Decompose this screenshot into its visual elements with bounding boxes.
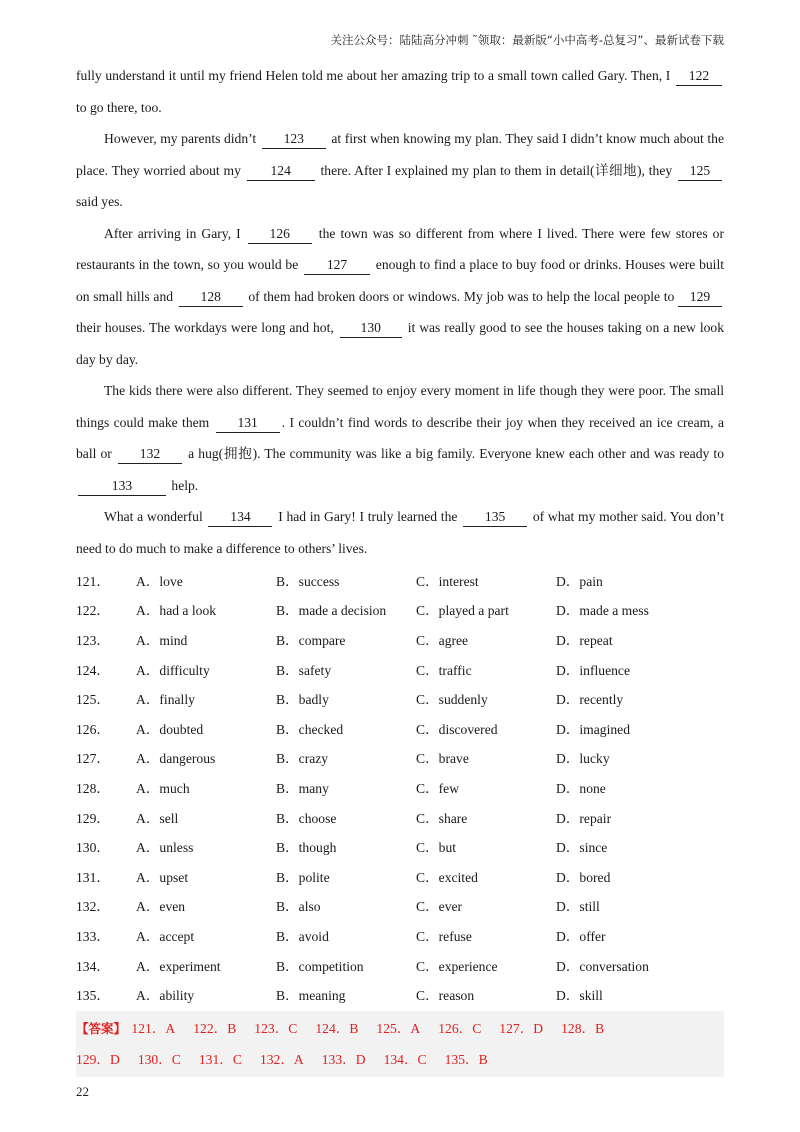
option-d: D．still (556, 899, 600, 915)
answer-line-2 (76, 1044, 724, 1075)
question-row (76, 595, 724, 625)
answer-item: 130．C (137, 1051, 181, 1067)
passage-paragraph-4 (76, 375, 724, 501)
blank-133: 133 (78, 477, 166, 496)
passage-text: What a wonderful (104, 509, 203, 524)
option-b: B．avoid (276, 928, 329, 944)
answer-item: 121．A (131, 1020, 176, 1036)
option-c: C．interest (416, 573, 479, 589)
passage-paragraph-5 (76, 501, 724, 564)
blank-127: 127 (304, 256, 370, 275)
passage-text: I had in Gary! I truly learned the (278, 509, 458, 524)
option-c: C．agree (416, 632, 469, 648)
option-b: B．competition (276, 958, 364, 974)
passage-text: help. (171, 477, 199, 493)
option-d: D．none (556, 780, 606, 796)
passage-text: of them had broken doors or windows. My job was to help the local people to (248, 288, 675, 304)
option-d: D．repeat (556, 632, 613, 648)
option-d: D．since (556, 840, 608, 856)
option-a: A．dangerous (136, 751, 216, 767)
passage-text: fully understand it until my friend Helen told me about her amazing trip to a small town called Gary. Then, I (76, 68, 671, 83)
question-number: 131． (76, 869, 110, 885)
option-a: A．doubted (136, 721, 204, 737)
question-number: 122． (76, 603, 110, 619)
question-row (76, 565, 724, 595)
blank-131: 131 (216, 414, 280, 433)
option-c: C．experience (416, 958, 498, 974)
answer-item: 124．B (315, 1020, 359, 1036)
blank-125: 125 (678, 162, 722, 181)
question-list (76, 565, 724, 1009)
blank-122: 122 (676, 67, 722, 86)
answer-item: 132．A (259, 1051, 304, 1067)
option-b: B．meaning (276, 988, 346, 1004)
question-number: 134． (76, 958, 110, 974)
option-c: C．refuse (416, 928, 472, 944)
passage-paragraph-3 (76, 218, 724, 376)
question-row (76, 624, 724, 654)
option-c: C．suddenly (416, 692, 488, 708)
option-d: D．recently (556, 692, 624, 708)
answer-item: 127．D (499, 1020, 544, 1036)
blank-123: 123 (262, 130, 326, 149)
answer-item: 129．D (76, 1051, 120, 1067)
passage-text: After arriving in Gary, I (104, 225, 241, 241)
option-c: C．but (416, 840, 457, 856)
option-c: C．share (416, 810, 468, 826)
question-number: 135． (76, 988, 110, 1004)
passage-text: the town was so different from where I lived. There were few stores or restaurants in the town, so you would be (76, 225, 724, 272)
question-row (76, 802, 724, 832)
option-b: B．checked (276, 721, 344, 737)
passage-text: enough to find a place to buy food or drinks. Houses were built on small hills and (76, 257, 725, 304)
answer-item: 125．A (376, 1020, 421, 1036)
passage-text: . I couldn’t find words to describe their joy when they received an ice cream, a ball or (76, 414, 725, 461)
option-d: D．offer (556, 928, 606, 944)
option-d: D．conversation (556, 958, 649, 974)
blank-126: 126 (248, 225, 312, 244)
option-d: D．influence (556, 662, 630, 678)
option-b: B．choose (276, 810, 337, 826)
option-a: A．had a look (136, 603, 217, 619)
question-number: 129． (76, 810, 110, 826)
option-a: A．much (136, 780, 190, 796)
answer-item: 134．C (383, 1051, 427, 1067)
page-number: 22 (76, 1084, 89, 1099)
option-a: A．unless (136, 840, 194, 856)
passage-text: their houses. The workdays were long and hot, (76, 320, 334, 335)
option-b: B．though (276, 840, 337, 856)
question-row (76, 713, 724, 743)
question-number: 124． (76, 662, 110, 678)
question-number: 123． (76, 632, 110, 648)
option-a: A．experiment (136, 958, 221, 974)
option-d: D．lucky (556, 751, 610, 767)
passage-text: there. After I explained my plan to them in detail(详细地), they (320, 162, 673, 178)
option-a: A．sell (136, 810, 179, 826)
question-row (76, 979, 724, 1009)
document-body (76, 60, 724, 1077)
option-a: A．ability (136, 988, 195, 1004)
blank-128: 128 (179, 288, 243, 307)
option-c: C．excited (416, 869, 478, 885)
option-d: D．repair (556, 810, 612, 826)
question-row (76, 920, 724, 950)
answer-item: 128．B (561, 1020, 605, 1036)
option-b: B．also (276, 899, 321, 915)
option-a: A．even (136, 899, 186, 915)
option-b: B．polite (276, 869, 330, 885)
option-b: B．safety (276, 662, 332, 678)
option-b: B．success (276, 573, 340, 589)
passage-text: it was really good to see the houses taking on a new look day by day. (76, 320, 724, 367)
blank-124: 124 (247, 162, 315, 181)
answer-item: 122．B (193, 1020, 237, 1036)
option-b: B．many (276, 780, 329, 796)
option-d: D．made a mess (556, 603, 649, 619)
answer-item: 123．C (254, 1020, 298, 1036)
option-c: C．discovered (416, 721, 498, 737)
answer-item: 126．C (438, 1020, 482, 1036)
question-row (76, 861, 724, 891)
option-a: A．upset (136, 869, 189, 885)
passage-text: to go there, too. (76, 99, 162, 115)
question-number: 125． (76, 692, 110, 708)
passage-text: However, my parents didn’t (104, 131, 257, 146)
answer-line-1 (76, 1013, 724, 1044)
question-number: 128． (76, 780, 110, 796)
question-number: 127． (76, 751, 110, 767)
option-c: C．few (416, 780, 460, 796)
option-d: D．pain (556, 573, 603, 589)
passage-paragraph-2 (76, 123, 724, 218)
question-number: 121． (76, 573, 110, 589)
option-a: A．difficulty (136, 662, 210, 678)
answer-box (76, 1011, 724, 1077)
passage-text: The kids there were also different. They seemed to enjoy every moment in life though they were poor. The small things could make them (76, 383, 724, 430)
question-row (76, 831, 724, 861)
passage-text: said yes. (76, 194, 123, 209)
option-a: A．love (136, 573, 183, 589)
option-a: A．accept (136, 928, 195, 944)
blank-132: 132 (118, 445, 182, 464)
option-c: C．reason (416, 988, 475, 1004)
question-row (76, 683, 724, 713)
question-row (76, 654, 724, 684)
option-b: B．made a decision (276, 603, 387, 619)
question-row (76, 743, 724, 773)
question-row (76, 772, 724, 802)
question-number: 130． (76, 840, 110, 856)
blank-129: 129 (678, 288, 722, 307)
option-d: D．imagined (556, 721, 630, 737)
page-header: 关注公众号：陆陆高分冲刺 ˜领取：最新版“小中高考-总复习”、最新试卷下载 (330, 33, 724, 47)
passage-paragraph-1 (76, 60, 724, 123)
passage-text: at first when knowing my plan. They said I didn’t know much about the place. They worried about my (76, 131, 724, 178)
option-b: B．crazy (276, 751, 329, 767)
answer-item: 131．C (198, 1051, 242, 1067)
answer-tag: 【答案】 (76, 1020, 127, 1036)
question-row (76, 891, 724, 921)
option-d: D．skill (556, 988, 603, 1004)
option-c: C．played a part (416, 603, 509, 619)
answer-item: 133．D (321, 1051, 366, 1067)
option-c: C．brave (416, 751, 469, 767)
option-a: A．mind (136, 632, 188, 648)
question-number: 126． (76, 721, 110, 737)
answer-item: 135．B (444, 1051, 488, 1067)
option-d: D．bored (556, 869, 611, 885)
blank-134: 134 (208, 508, 272, 527)
option-a: A．finally (136, 692, 195, 708)
option-c: C．ever (416, 899, 463, 915)
question-number: 132． (76, 899, 110, 915)
passage-text: of what my mother said. You don’t need to do much to make a difference to others’ lives. (76, 509, 725, 556)
question-row (76, 950, 724, 980)
passage-text: a hug(拥抱). The community was like a big family. Everyone knew each other and was ready to (188, 446, 725, 461)
option-b: B．compare (276, 632, 346, 648)
option-b: B．badly (276, 692, 329, 708)
blank-135: 135 (463, 508, 527, 527)
option-c: C．traffic (416, 662, 472, 678)
blank-130: 130 (340, 319, 402, 338)
question-number: 133． (76, 928, 110, 944)
